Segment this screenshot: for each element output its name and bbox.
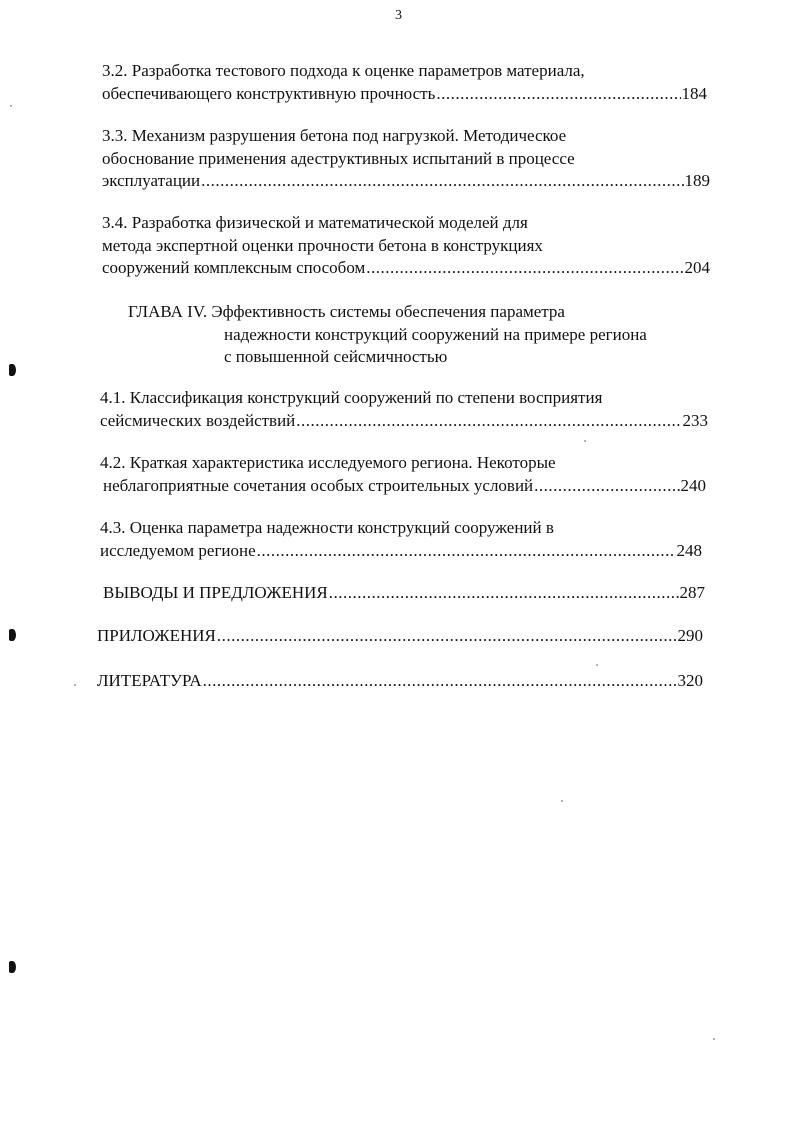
toc-entry-text: 4.1. Классификация конструкций сооружений по степени восприятия xyxy=(100,388,603,407)
toc-page-number: 248 xyxy=(676,540,702,560)
binding-hole-mark xyxy=(9,629,16,641)
toc-entry-line xyxy=(100,452,706,475)
toc-page-number: 184 xyxy=(681,83,707,103)
toc-entry-line xyxy=(97,625,703,648)
toc-entry-line xyxy=(102,60,707,83)
toc-section-conclusions xyxy=(103,582,705,605)
toc-entry-line xyxy=(102,235,710,258)
toc-entry-text: исследуемом регионе xyxy=(100,540,256,560)
toc-entry-text: 4.2. Краткая характеристика исследуемого региона. Некоторые xyxy=(100,453,556,472)
toc-entry-line xyxy=(102,170,710,193)
toc-entry-line xyxy=(100,517,702,540)
toc-entry-4-2 xyxy=(100,452,706,497)
scan-speck xyxy=(10,105,12,107)
toc-entry-text: сооружений комплексным способом xyxy=(102,258,366,277)
toc-entry-line xyxy=(97,670,703,693)
toc-entry-text: эксплуатации xyxy=(102,171,201,190)
scan-speck xyxy=(74,684,76,686)
toc-entry-line xyxy=(100,410,708,433)
toc-entry-line xyxy=(102,212,710,235)
toc-page-number: 320 xyxy=(677,671,703,690)
binding-hole-mark xyxy=(9,364,16,376)
toc-section-title: ВЫВОДЫ И ПРЕДЛОЖЕНИЯ xyxy=(103,583,328,602)
toc-entry-line xyxy=(102,83,707,106)
toc-entry-line xyxy=(102,257,710,280)
chapter-title: Эффективность системы обеспечения параметра xyxy=(211,302,565,321)
toc-page-number: 240 xyxy=(680,475,706,495)
chapter-heading-line xyxy=(128,301,708,324)
dot-leader xyxy=(436,83,680,106)
toc-entry-text: метода экспертной оценки прочности бетона в конструкциях xyxy=(102,235,543,255)
scan-speck xyxy=(561,800,563,802)
scan-speck xyxy=(713,1038,715,1040)
dot-leader xyxy=(203,670,677,693)
toc-page-number: 204 xyxy=(684,258,710,277)
chapter-label: ГЛАВА IV. xyxy=(128,302,208,321)
toc-entry-3-2 xyxy=(102,60,707,105)
toc-section-title: ПРИЛОЖЕНИЯ xyxy=(97,626,216,645)
scan-speck xyxy=(596,664,598,666)
toc-section-title: ЛИТЕРАТУРА xyxy=(97,671,202,690)
toc-entry-line xyxy=(100,540,702,563)
toc-entry-line xyxy=(100,387,708,410)
dot-leader xyxy=(217,625,677,648)
dot-leader xyxy=(366,257,683,280)
toc-entry-text: обоснование применения адеструктивных испытаний в процессе xyxy=(102,148,575,168)
toc-entry-line xyxy=(102,125,710,148)
chapter-title: надежности конструкций сооружений на примере региона xyxy=(224,324,647,344)
toc-entry-text: 3.3. Механизм разрушения бетона под нагрузкой. Методическое xyxy=(102,126,567,145)
page-number: 3 xyxy=(395,8,402,23)
toc-page-number: 287 xyxy=(679,583,705,602)
chapter-title: с повышенной сейсмичностью xyxy=(224,347,448,366)
toc-entry-text: 4.3. Оценка параметра надежности конструкций сооружений в xyxy=(100,518,554,537)
chapter-heading xyxy=(128,301,708,369)
toc-entry-text: 3.4. Разработка физической и математической моделей для xyxy=(102,213,528,232)
toc-entry-text: неблагоприятные сочетания особых строительных условий xyxy=(103,475,534,495)
toc-entry-4-3 xyxy=(100,517,702,562)
scan-speck xyxy=(584,440,586,442)
dot-leader xyxy=(201,170,683,193)
toc-entry-line xyxy=(102,148,710,171)
toc-page-number: 290 xyxy=(677,626,703,645)
toc-entry-text: обеспечивающего конструктивную прочность xyxy=(102,83,436,103)
toc-section-appendices xyxy=(97,625,703,648)
toc-entry-line xyxy=(100,475,706,498)
dot-leader xyxy=(329,582,679,605)
toc-section-literature xyxy=(97,670,703,693)
toc-page-number: 189 xyxy=(684,171,710,190)
dot-leader xyxy=(257,540,676,563)
toc-page-number: 233 xyxy=(682,410,708,430)
binding-hole-mark xyxy=(9,961,16,973)
toc-entry-text: сейсмических воздействий xyxy=(100,410,296,430)
toc-entry-3-4 xyxy=(102,212,710,280)
toc-entry-4-1 xyxy=(100,387,708,432)
toc-entry-3-3 xyxy=(102,125,710,193)
toc-entry-line xyxy=(103,582,705,605)
dot-leader xyxy=(296,410,681,433)
toc-entry-text: 3.2. Разработка тестового подхода к оценке параметров материала, xyxy=(102,61,585,80)
dot-leader xyxy=(534,475,679,498)
